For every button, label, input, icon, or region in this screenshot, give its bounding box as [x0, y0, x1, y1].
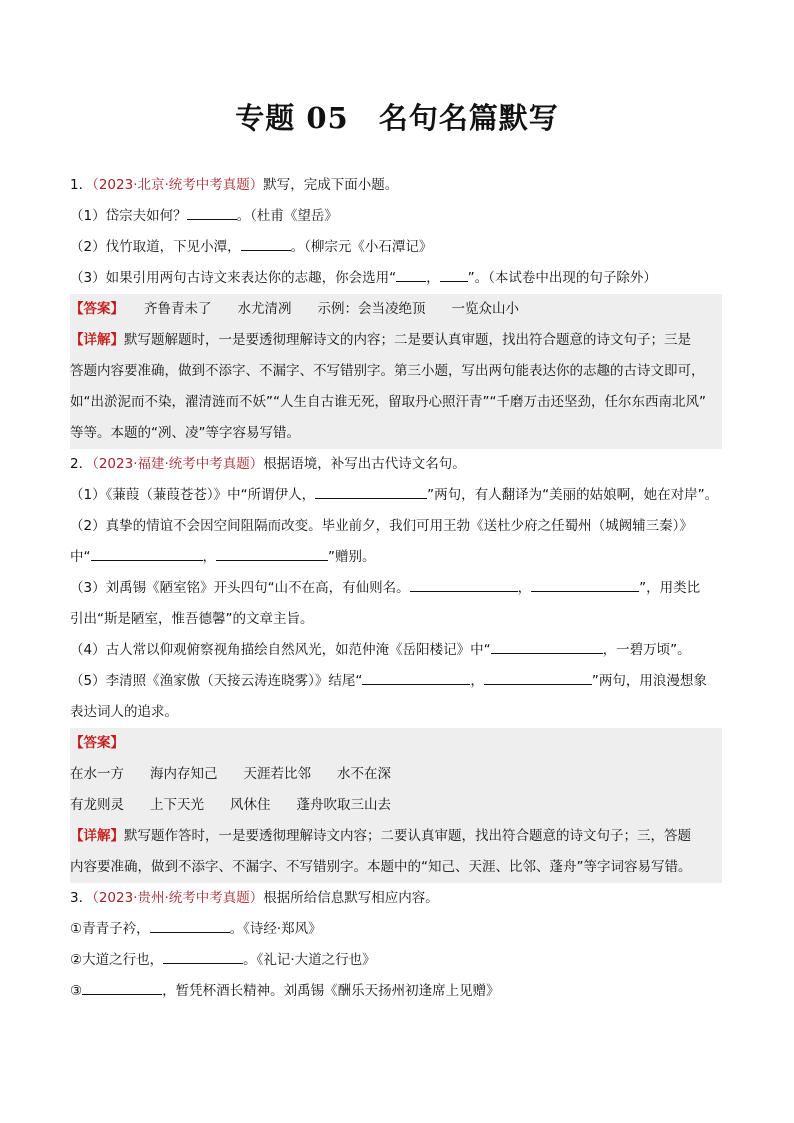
blank: [410, 577, 518, 592]
detail-label: 【详解】: [70, 332, 124, 348]
page-title: [0, 96, 794, 137]
blank: [440, 267, 468, 282]
q1-sub3: （3）如果引用两句古诗文来表达你的志趣，你会选用“ ， ”。（本试卷中出现的句子除外）: [70, 263, 722, 294]
answer-item: 水不在深: [337, 766, 391, 782]
answer-item: 风休住: [230, 797, 271, 813]
q1-detail-line: 答题内容要准确，做到不添字、不漏字、不写错别字。第三小题，写出两句能表达你的志趣的古诗文即可，: [70, 363, 705, 379]
answer-item: 上下天光: [150, 797, 204, 813]
q2-header: 2．（2023·福建·统考中考真题）根据语境，补写出古代诗文名句。: [70, 456, 466, 472]
q2-sub1: （1）《蒹葭（蒹葭苍苍）》中“所谓伊人， ”两句，有人翻译为“美丽的姑娘啊，她在对岸”。: [70, 480, 722, 511]
q2-sub5: （5）李清照《渔家傲（天接云涛连晓雾）》结尾“ ， ”两句，用浪漫想象: [70, 666, 722, 697]
answer-item: 有龙则灵: [70, 797, 124, 813]
blank: [150, 918, 230, 933]
q2-answer-row: [70, 759, 722, 790]
q2-detail-line: 内容要准确，做到不添字、不漏字、不写错别字。本题中的“知己、天涯、比邻、蓬舟”等字词容易写错。: [70, 859, 692, 875]
q2-sub2-cont: 中“ ， ”赠别。: [70, 542, 722, 573]
answer-item: 在水一方: [70, 766, 124, 782]
q2-answer: [70, 728, 722, 759]
answer-item: 水尤清冽: [237, 301, 292, 317]
q1-detail-line: 如“出淤泥而不染，濯清涟而不妖”“人生自古谁无死，留取丹心照汗青”“千磨万击还坚劲，任尔东西南北风”: [70, 394, 706, 410]
q3-header: 3．（2023·贵州·统考中考真题）根据所给信息默写相应内容。: [70, 890, 439, 906]
answer-item: 海内存知己: [150, 766, 218, 782]
blank: [531, 577, 639, 592]
q1-detail-line: 【详解】默写题解题时，一是要透彻理解诗文的内容；二是要认真审题，找出符合题意的诗文句子；三是: [70, 332, 691, 348]
blank: [216, 546, 328, 561]
blank: [163, 949, 243, 964]
question-content: [70, 170, 722, 1007]
title-main: 名句名篇默写: [378, 101, 559, 135]
detail-label: 【详解】: [70, 828, 124, 844]
q3-source: （2023·贵州·统考中考真题）: [92, 890, 264, 906]
q2-sub3-cont: 引出“斯是陋室，惟吾德馨”的文章主旨。: [70, 611, 314, 627]
q3-sub3: ③ ，暂凭杯酒长精神。刘禹锡《酬乐天扬州初逢席上见赠》: [70, 976, 722, 1007]
q1-solution: [70, 294, 722, 449]
q2-sub5-cont: 表达词人的追求。: [70, 704, 178, 720]
title-number: 05: [306, 101, 349, 135]
q1-answer: [70, 294, 722, 325]
blank: [315, 484, 427, 499]
blank: [82, 980, 162, 995]
blank: [491, 639, 603, 654]
answer-item: 一览众山小: [451, 301, 519, 317]
blank: [484, 670, 592, 685]
blank: [187, 205, 237, 220]
blank: [362, 670, 470, 685]
answer-label: 【答案】: [70, 735, 124, 751]
q1-detail-line: 等等。本题的“冽、凌”等字容易写错。: [70, 425, 300, 441]
answer-item: 蓬舟吹取三山去: [296, 797, 391, 813]
q2-sub4: （4）古人常以仰观俯察视角描绘自然风光，如范仲淹《岳阳楼记》中“ ，一碧万顷”。: [70, 635, 722, 666]
q2-sub2: （2）真挚的情谊不会因空间阻隔而改变。毕业前夕，我们可用王勃《送杜少府之任蜀州（城阙辅三秦）》: [70, 518, 693, 534]
q3-sub1: ①青青子衿， 。《诗经·郑风》: [70, 914, 722, 945]
q3-sub2: ②大道之行也， 。《礼记·大道之行也》: [70, 945, 722, 976]
blank: [91, 546, 203, 561]
q1-header: 1．（2023·北京·统考中考真题）默写，完成下面小题。: [70, 177, 399, 193]
q2-source: （2023·福建·统考中考真题）: [92, 456, 264, 472]
q2-answer-row: [70, 790, 722, 821]
q2-detail-line: 【详解】默写题作答时，一是要透彻理解诗文内容；二要认真审题，找出符合题意的诗文句子；三，答题: [70, 828, 691, 844]
q1-sub2: （2）伐竹取道，下见小潭， 。（柳宗元《小石潭记》: [70, 232, 722, 263]
blank: [241, 236, 291, 251]
blank: [396, 267, 426, 282]
answer-item: 示例：会当凌绝顶: [317, 301, 426, 317]
answer-label: 【答案】: [70, 301, 124, 317]
q2-sub3: （3）刘禹锡《陋室铭》开头四句“山不在高，有仙则名。 ， ”，用类比: [70, 573, 722, 604]
q1-source: （2023·北京·统考中考真题）: [92, 177, 264, 193]
title-prefix: 专题: [235, 101, 296, 135]
answer-item: 天涯若比邻: [243, 766, 311, 782]
q2-solution: [70, 728, 722, 883]
answer-item: 齐鲁青未了: [144, 301, 212, 317]
q1-sub1: （1）岱宗夫如何？ 。（杜甫《望岳》: [70, 201, 722, 232]
